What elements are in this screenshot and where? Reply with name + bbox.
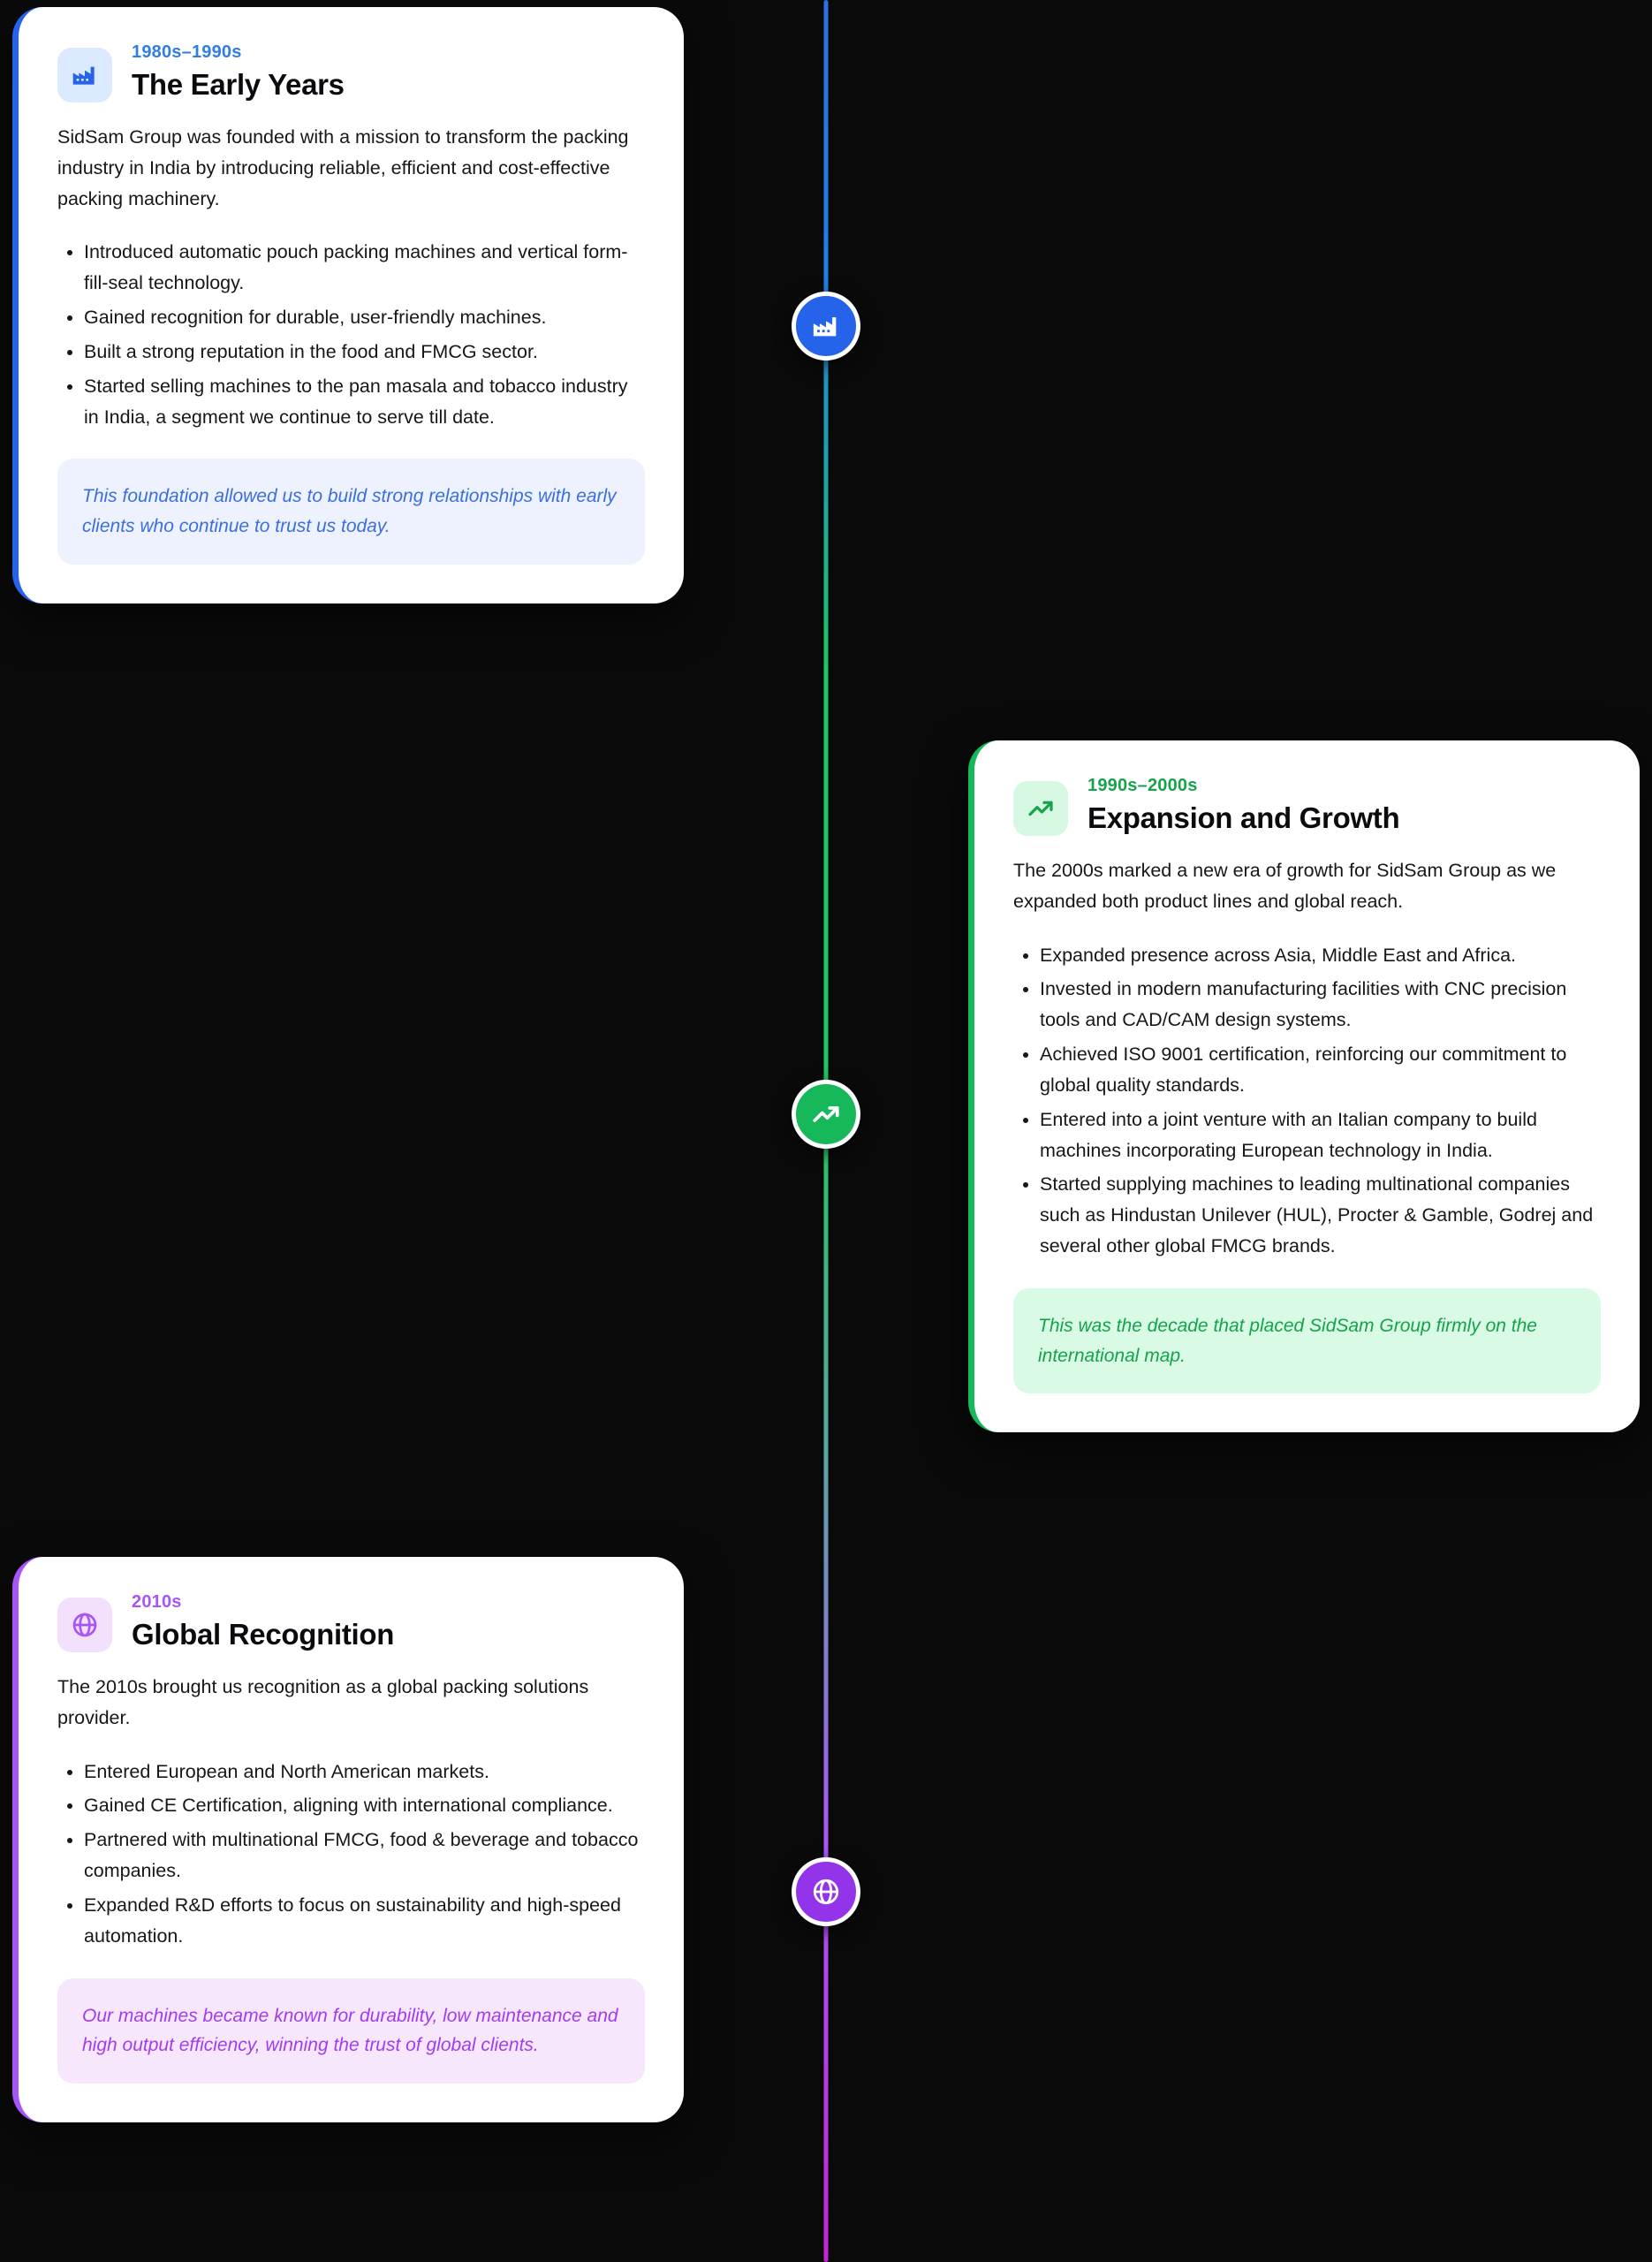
list-item: • Entered into a joint venture with an Italian company to build machines incorporating European technology in India. <box>1040 1104 1601 1166</box>
list-item: • Expanded presence across Asia, Middle East and Africa. <box>1040 940 1601 971</box>
card-era-label: 1990s–2000s <box>1087 776 1198 795</box>
timeline-node-early-years <box>792 292 860 361</box>
card-intro-text: SidSam Group was founded with a mission to transform the packing industry in India by introducing reliable, efficient and cost-effective packing machinery. <box>57 126 629 209</box>
card-intro-text: The 2010s brought us recognition as a global packing solutions provider. <box>57 1676 589 1728</box>
card-bullet-list <box>1013 940 1601 1262</box>
card-highlight-quote: Our machines became known for durability, low maintenance and high output efficiency, winning the trust of global clients. <box>57 1978 645 2084</box>
card-header <box>1013 776 1601 836</box>
card-bullet-list <box>57 1757 645 1952</box>
card-title: Global Recognition <box>132 1618 395 1651</box>
list-item: • Gained recognition for durable, user-friendly machines. <box>84 302 645 333</box>
card-intro-text: The 2000s marked a new era of growth for SidSam Group as we expanded both product lines and global reach. <box>1013 860 1557 912</box>
card-header <box>57 1592 645 1652</box>
list-item: • Entered European and North American markets. <box>84 1757 645 1788</box>
list-item: • Invested in modern manufacturing facilities with CNC precision tools and CAD/CAM design systems. <box>1040 974 1601 1036</box>
card-header <box>57 42 645 102</box>
timeline-card-expansion-growth <box>968 740 1640 1432</box>
list-item: • Introduced automatic pouch packing machines and vertical form-fill-seal technology. <box>84 237 645 299</box>
timeline-card-global-recognition <box>12 1557 684 2122</box>
trending-up-icon <box>1013 781 1068 836</box>
list-item: • Gained CE Certification, aligning with international compliance. <box>84 1790 645 1821</box>
list-item: • Started supplying machines to leading multinational companies such as Hindustan Unilever (HUL), Procter & Gamble, Godrej and several other global FMCG brands. <box>1040 1169 1601 1261</box>
list-item: • Built a strong reputation in the food and FMCG sector. <box>84 337 645 368</box>
list-item: • Partnered with multinational FMCG, food & beverage and tobacco companies. <box>84 1825 645 1886</box>
card-highlight-quote: This was the decade that placed SidSam Group firmly on the international map. <box>1013 1288 1601 1393</box>
timeline-node-global-recognition <box>792 1857 860 1926</box>
factory-icon <box>57 48 112 102</box>
card-title: The Early Years <box>132 68 345 101</box>
globe-icon <box>57 1598 112 1652</box>
timeline-card-early-years <box>12 7 684 603</box>
card-bullet-list <box>57 237 645 432</box>
list-item: • Expanded R&D efforts to focus on sustainability and high-speed automation. <box>84 1890 645 1952</box>
card-era-label: 1980s–1990s <box>132 42 242 62</box>
card-highlight-quote: This foundation allowed us to build strong relationships with early clients who continue to trust us today. <box>57 459 645 564</box>
list-item: • Achieved ISO 9001 certification, reinforcing our commitment to global quality standards. <box>1040 1039 1601 1101</box>
list-item: • Started selling machines to the pan masala and tobacco industry in India, a segment we continue to serve till date. <box>84 371 645 433</box>
card-era-label: 2010s <box>132 1592 182 1612</box>
card-title: Expansion and Growth <box>1087 801 1400 834</box>
timeline-node-expansion-growth <box>792 1080 860 1149</box>
